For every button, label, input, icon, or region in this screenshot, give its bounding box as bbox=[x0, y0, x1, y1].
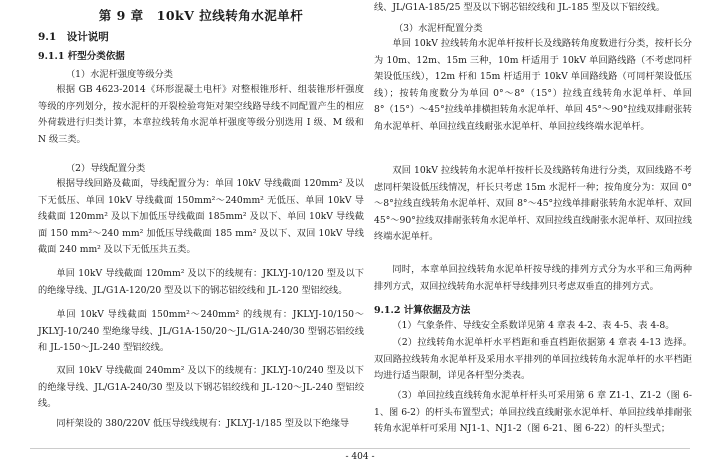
subheading-pole-config: （3）水泥杆配置分类 bbox=[394, 23, 483, 34]
section-heading-9-1-2: 9.1.2 计算依据及方法 bbox=[374, 305, 471, 316]
subheading-conductor-config: （2）导线配置分类 bbox=[66, 163, 146, 174]
paragraph: 根据导线回路及截面，导线配置分为：单回 10kV 导线截面 120mm² 及以下无低压、单回 10kV 导线截面 150mm²～240mm² 无低压、单回 10kV 导线截面 120mm² 及以下加低压导线截面 185mm² 及以下、单回 10kV 导线截面 150 mm²～240 mm² 加低压导线截面 185 mm² 及以下、双回 10kV 导线截面 240 mm² 及以下无低压共五类。 bbox=[38, 178, 364, 255]
paragraph: 单回 10kV 导线截面 120mm² 及以下的线规有：JKLYJ-10/120 型及以下的绝缘导线、JL/G1A-120/20 型及以下的钢芯铝绞线和 JL-120 型铝绞线。 bbox=[38, 268, 364, 296]
paragraph: 双回 10kV 导线截面 240mm² 及以下的线规有：JKLYJ-10/240 型及以下的绝缘导线、JL/G1A-240/30 型及以下钢芯铝绞线和 JL-120～JL-240 型铝绞线。 bbox=[38, 365, 364, 409]
section-heading-9-1: 9.1 设计说明 bbox=[38, 31, 109, 43]
paragraph: （3）单回拉线直线转角水泥单杆杆头可采用第 6 章 Z1-1、Z1-2（图 6-1、图 6-2）的杆头布置型式；单回拉线直线耐张水泥单杆、单回拉线单排耐张转角水泥单杆可采用 NJ1-1、NJ1-2（图 6-21、图 6-22）的杆头型式； bbox=[374, 390, 692, 434]
paragraph: （2）拉线转角水泥单杆水平档距和垂直档距依据第 4 章表 4-13 选择。双回路拉线转角水泥单杆及采用水平排列的单回拉线转角水泥单杆的水平档距均进行适当限制，详见各杆型分类表。 bbox=[374, 337, 692, 381]
footer-divider bbox=[30, 448, 690, 449]
chapter-title: 第 9 章 10kV 拉线转角水泥单杆 bbox=[98, 8, 304, 23]
paragraph-continued: 线、JL/G1A-185/25 型及以下钢芯铝绞线和 JL-185 型及以下铝绞线。 bbox=[374, 2, 666, 13]
subheading-pole-strength: （1）水泥杆强度等级分类 bbox=[66, 69, 173, 80]
paragraph: 同杆架设的 380/220V 低压导线线规有：JKLYJ-1/185 型及以下绝缘导 bbox=[56, 418, 350, 429]
paragraph: 单回 10kV 拉线转角水泥单杆按杆长及线路转角度数进行分类，按杆长分为 10m、12m、15m 三种，10m 杆适用于 10kV 单回路线路（不考虑同杆架设低压线），12m 杆和 15m 杆适用于 10kV 单回路线路（可同杆架设低压线）；按转角度数分为单回 0°～8°（15°）拉线直线转角水泥单杆、单回 8°（15°）～45°拉线单排横担转角水泥单杆、单回 45°～90°拉线双排耐张转角水泥单杆、单回拉线直线耐张水泥单杆、单回拉线终端水泥单杆。 bbox=[374, 38, 692, 132]
paragraph: 同时，本章单回拉线转角水泥单杆按导线的排列方式分为水平和三角两种排列方式，双回拉线转角水泥单杆导线排列只考虑双垂直的排列方式。 bbox=[374, 264, 692, 292]
page-number: - 404 - bbox=[345, 452, 375, 462]
paragraph: 单回 10kV 导线截面 150mm²～240mm² 的线规有：JKLYJ-10/150～JKLYJ-10/240 型绝缘导线、JL/G1A-150/20～JL/G1A-240/30 型钢芯铝绞线和 JL-150～JL-240 型铝绞线。 bbox=[38, 309, 364, 353]
paragraph: （1）气象条件、导线安全系数详见第 4 章表 4-2、表 4-5、表 4-8。 bbox=[392, 320, 675, 331]
paragraph: 双回 10kV 拉线转角水泥单杆按杆长及线路转角进行分类，双回线路不考虑同杆架设低压线情况，杆长只考虑 15m 水泥杆一种；按角度分为：双回 0°～8°拉线直线转角水泥单杆、双回 8°～45°拉线单排耐张转角水泥单杆、双回 45°～90°拉线双排耐张转角水泥单杆、双回拉线直线耐张水泥单杆、双回拉线终端水泥单杆。 bbox=[374, 165, 692, 242]
paragraph: 根据 GB 4623-2014《环形混凝土电杆》对整根锥形杆、组装锥形杆强度等级的序列划分，按水泥杆的开裂检验弯矩对架空线路导线不同配置产生的相应外荷载进行归类计算，本章拉线转角水泥单杆强度等级分别选用 I 级、M 级和 N 级三类。 bbox=[38, 84, 364, 145]
section-heading-9-1-1: 9.1.1 杆型分类依据 bbox=[38, 51, 125, 62]
